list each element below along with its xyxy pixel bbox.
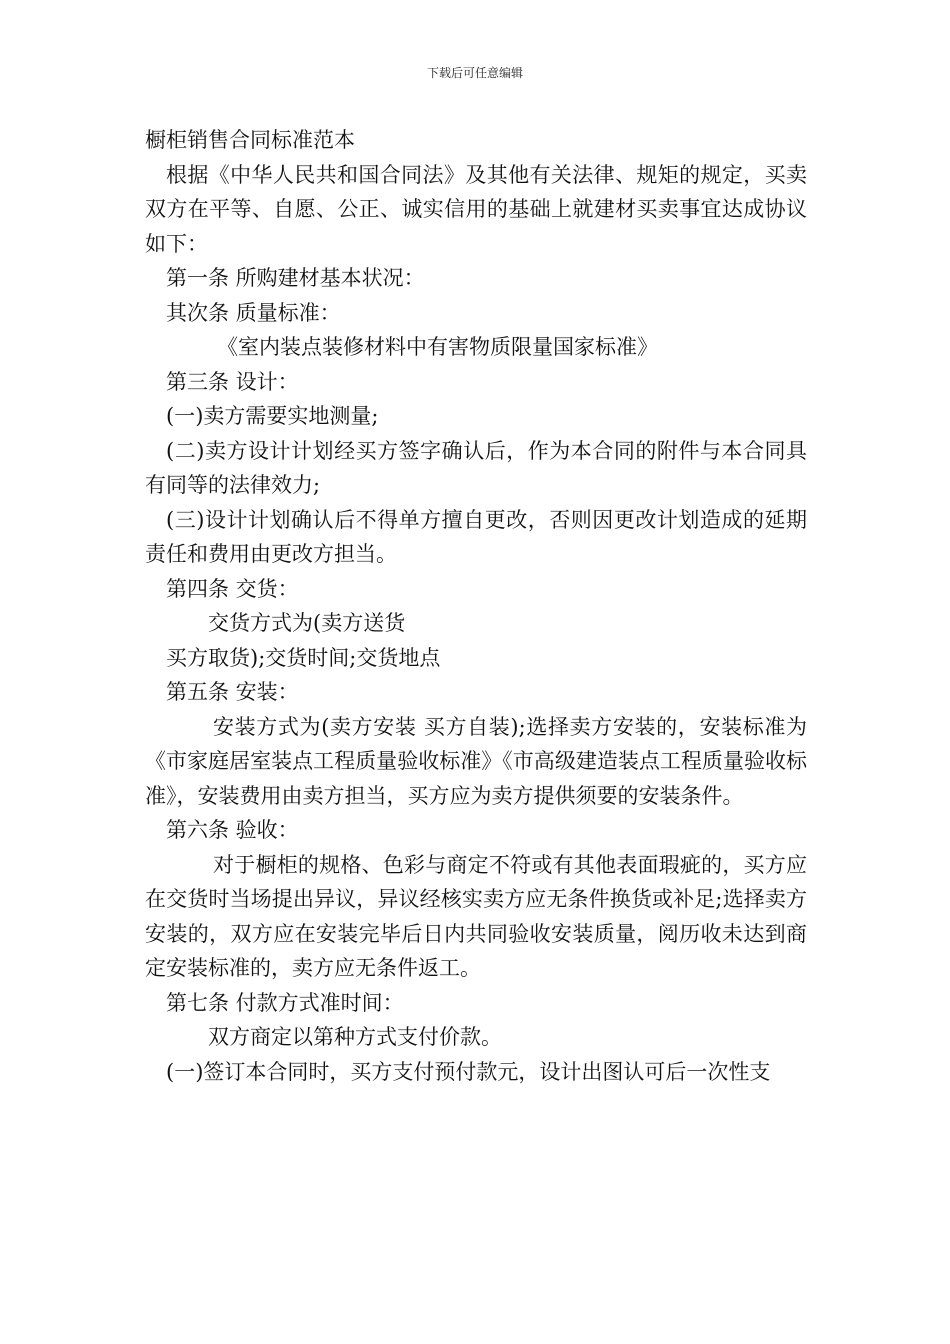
article-7-heading: 第七条 付款方式准时间： bbox=[166, 990, 404, 1015]
article-4-heading: 第四条 交货： bbox=[166, 576, 299, 601]
payment-method: 双方商定以第种方式支付价款。 bbox=[208, 1025, 502, 1049]
delivery-time-place: 买方取货);交货时间;交货地点 bbox=[166, 645, 441, 670]
article-5-heading: 第五条 安装： bbox=[166, 680, 299, 704]
paragraph-preamble: 根据《中华人民共和国合同法》及其他有关法律、规矩的规定，买卖双方在平等、自愿、公正、诚实信用的基础上就建材买卖事宜达成协议如下： bbox=[145, 162, 807, 256]
article-3-item-2: (二)卖方设计计划经买方签字确认后，作为本合同的附件与本合同具有同等的法律效力; bbox=[145, 438, 807, 497]
quality-standard-name: 《室内装点装修材料中有害物质限量国家标准》 bbox=[217, 335, 658, 359]
delivery-method: 交货方式为(卖方送货 bbox=[208, 611, 406, 635]
article-3-item-1: (一)卖方需要实地测量; bbox=[166, 404, 379, 428]
article-6-heading: 第六条 验收： bbox=[166, 818, 299, 842]
page-header-note: 下载后可任意编辑 bbox=[426, 66, 523, 80]
document-body bbox=[145, 123, 807, 1089]
acceptance-terms: 对于橱柜的规格、色彩与商定不符或有其他表面瑕疵的，买方应在交货时当场提出异议，异议经核实卖方应无条件换货或补足;选择卖方安装的，双方应在安装完毕后日内共同验收安装质量，阅历收未达到商定安装标准的，卖方应无条件返工。 bbox=[145, 852, 807, 980]
article-3-item-3: (三)设计计划确认后不得单方擅自更改，否则因更改计划造成的延期责任和费用由更改方担当。 bbox=[145, 507, 807, 566]
article-1-heading: 第一条 所购建材基本状况： bbox=[166, 266, 425, 290]
document-title: 橱柜销售合同标准范本 bbox=[145, 128, 355, 152]
payment-item-1: (一)签订本合同时，买方支付预付款元，设计出图认可后一次性支 bbox=[166, 1059, 771, 1084]
installation-terms: 安装方式为(卖方安装 买方自装);选择卖方安装的，安装标准为《市家庭居室装点工程质量验收标准》《市高级建造装点工程质量验收标准》，安装费用由卖方担当，买方应为卖方提供须要的安装条件。 bbox=[145, 714, 807, 808]
article-3-heading: 第三条 设计： bbox=[166, 369, 299, 394]
article-2-heading: 其次条 质量标准： bbox=[166, 300, 341, 325]
